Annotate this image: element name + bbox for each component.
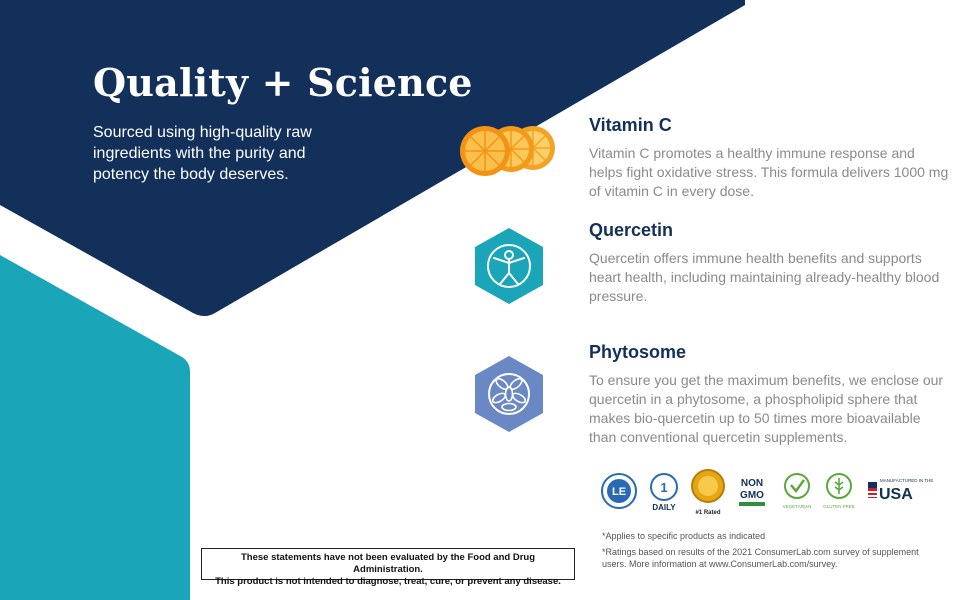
svg-text:GMO: GMO — [740, 490, 764, 501]
svg-text:#1 Rated: #1 Rated — [695, 510, 721, 516]
svg-text:VEGETARIAN: VEGETARIAN — [782, 504, 812, 509]
feature-title-vitamin-c: Vitamin C — [589, 115, 672, 135]
svg-text:LE: LE — [611, 486, 627, 498]
feature-title-quercetin: Quercetin — [589, 220, 674, 240]
disclaimer-line-1: These statements have not been evaluated by the Food and Drug Administration. — [240, 552, 536, 575]
svg-text:GLUTEN FREE: GLUTEN FREE — [823, 504, 855, 509]
svg-text:USA: USA — [879, 486, 913, 503]
svg-text:NON: NON — [740, 478, 764, 489]
one-daily-badge — [647, 470, 681, 512]
feature-body-vitamin-c: Vitamin C promotes a healthy immune response and helps fight oxidative stress. This formula delivers 1000 mg of vitamin C in every dose. — [589, 145, 949, 199]
fda-disclaimer — [201, 548, 575, 587]
teal-panel — [0, 255, 190, 600]
page-subtitle: Sourced using high-quality raw ingredients with the purity and potency the body deserves. — [93, 124, 312, 183]
footnote-ratings: *Ratings based on results of the 2021 ConsumerLab.com survey of supplement users. More information at www.ConsumerLab.com/survey. — [602, 547, 919, 569]
svg-text:DAILY: DAILY — [652, 503, 676, 512]
disclaimer-line-2: This product is not intended to diagnose, treat, cure, or prevent any disease. — [215, 576, 561, 587]
feature-body-quercetin: Quercetin offers immune health benefits and supports heart health, including maintaining already-healthy blood pressure. — [589, 250, 940, 304]
orange-slices-icon — [458, 122, 558, 180]
non-gmo-badge — [736, 470, 768, 512]
le-quality-badge — [600, 470, 638, 512]
vegetarian-badge — [780, 470, 814, 512]
footnote-applies: *Applies to specific products as indicated — [602, 531, 766, 541]
certification-badges — [600, 470, 934, 518]
made-in-usa-badge — [866, 470, 934, 512]
feature-body-phytosome: To ensure you get the maximum benefits, we enclose our quercetin in a phytosome, a phospholipid sphere that makes bio-quercetin up to 50 times more bioavailable than conventional quercetin supplements. — [589, 372, 944, 445]
rated-medal-badge — [690, 468, 726, 520]
svg-text:MANUFACTURED IN THE: MANUFACTURED IN THE — [880, 478, 934, 483]
feature-title-phytosome: Phytosome — [589, 342, 687, 362]
vitruvian-man-icon — [472, 226, 546, 306]
page-title: Quality + Science — [93, 60, 473, 105]
svg-text:1: 1 — [660, 480, 668, 495]
phytosome-icon — [472, 354, 546, 434]
gluten-free-badge — [822, 470, 856, 512]
